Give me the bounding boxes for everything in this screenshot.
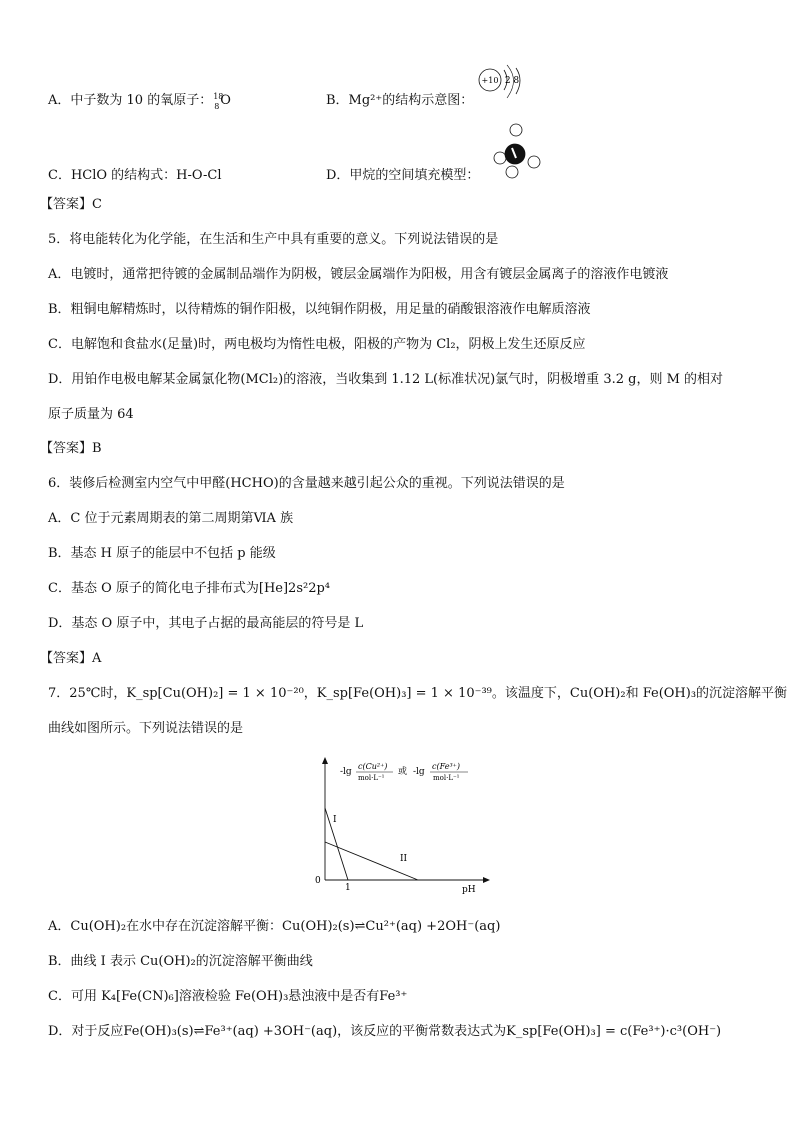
- x-axis-arrow: [483, 877, 490, 883]
- q5-option-d-line1: D．用铂作电极电解某金属氯化物(MCl₂)的溶液，当收集到 1.12 L(标准状况)氯气时，阴极增重 3.2 g，则 M 的相对: [48, 372, 724, 387]
- q4-option-a: [48, 92, 230, 110]
- q4-option-c: C．HClO 的结构式：H-O-Cl: [48, 168, 222, 183]
- q5-answer: 【答案】B: [40, 441, 102, 456]
- q4-option-b: B．Mg²⁺的结构示意图：: [326, 93, 474, 108]
- mg-ion-structure-diagram: [474, 62, 534, 106]
- isotope-element: O: [220, 93, 231, 108]
- q5-option-d-line2: 原子质量为 64: [48, 407, 134, 422]
- solubility-equilibrium-graph: [300, 752, 500, 894]
- isotope-z: 8: [214, 102, 220, 111]
- q6-option-b: B．基态 H 原子的能层中不包括 p 能级: [48, 546, 276, 561]
- q7-option-a: A．Cu(OH)₂在水中存在沉淀溶解平衡：Cu(OH)₂(s)⇌Cu²⁺(aq) +2OH⁻(aq): [48, 919, 501, 934]
- ylabel-prefix-2: -lg: [413, 767, 425, 777]
- ylabel-or: 或: [398, 767, 408, 777]
- q7-option-c: C．可用 K₄[Fe(CN)₆]溶液检验 Fe(OH)₃悬浊液中是否有Fe³⁺: [48, 989, 408, 1004]
- q4-option-d: D．甲烷的空间填充模型：: [326, 168, 480, 183]
- x-tick-1: 1: [345, 883, 351, 893]
- origin-label: 0: [315, 876, 321, 886]
- methane-space-filling-model: [488, 120, 548, 182]
- q6-option-d: D．基态 O 原子中，其电子占据的最高能层的符号是 L: [48, 616, 364, 631]
- q6-option-a: A．C 位于元素周期表的第二周期第ⅥA 族: [48, 511, 294, 526]
- ylabel-fe-numerator: c(Fe³⁺): [432, 762, 460, 771]
- q5-option-b: B．粗铜电解精炼时，以待精炼的铜作阳极，以纯铜作阴极，用足量的硝酸银溶液作电解质溶液: [48, 302, 591, 317]
- q5-option-a: A．电镀时，通常把待镀的金属制品端作为阴极，镀层金属端作为阳极，用含有镀层金属离子的溶液作电镀液: [48, 267, 669, 282]
- q7-option-d: D．对于反应Fe(OH)₃(s)⇌Fe³⁺(aq) +3OH⁻(aq)，该反应的平衡常数表达式为K_sp[Fe(OH)₃] = c(Fe³⁺)·c³(OH⁻): [48, 1024, 722, 1039]
- ylabel-prefix-1: -lg: [340, 767, 352, 777]
- x-axis-label: pH: [462, 885, 476, 894]
- mg-shell-electrons: 2 8: [504, 76, 520, 86]
- q7-stem-line1: 7．25℃时，K_sp[Cu(OH)₂] = 1 × 10⁻²⁰，K_sp[Fe(OH)₃] = 1 × 10⁻³⁹。该温度下，Cu(OH)₂和 Fe(OH)₃的沉淀溶解平衡: [48, 686, 788, 701]
- q4-option-a-text: A．中子数为 10 的氧原子：: [48, 93, 213, 108]
- curve-ii-label: II: [400, 854, 408, 864]
- isotope-symbol: [212, 92, 230, 110]
- q5-stem: 5．将电能转化为化学能，在生活和生产中具有重要的意义。下列说法错误的是: [48, 232, 499, 247]
- isotope-mass: 18: [213, 92, 224, 101]
- mg-nucleus-label: +10: [481, 76, 499, 85]
- q7-option-b: B．曲线 I 表示 Cu(OH)₂的沉淀溶解平衡曲线: [48, 954, 313, 969]
- q6-answer: 【答案】A: [40, 651, 102, 666]
- q6-option-c: C．基态 O 原子的简化电子排布式为[He]2s²2p⁴: [48, 581, 331, 596]
- q7-stem-line2: 曲线如图所示。下列说法错误的是: [48, 721, 244, 736]
- q6-stem: 6．装修后检测室内空气中甲醛(HCHO)的含量越来越引起公众的重视。下列说法错误的是: [48, 476, 565, 491]
- ylabel-cu-denominator: mol·L⁻¹: [358, 774, 385, 782]
- y-axis-arrow: [322, 757, 328, 764]
- curve-i-label: I: [333, 815, 337, 825]
- q4-answer: 【答案】C: [40, 197, 102, 212]
- ylabel-fe-denominator: mol·L⁻¹: [433, 774, 460, 782]
- ylabel-cu-numerator: c(Cu²⁺): [358, 762, 388, 771]
- q5-option-c: C．电解饱和食盐水(足量)时，两电极均为惰性电极，阳极的产物为 Cl₂，阴极上发生还原反应: [48, 337, 586, 352]
